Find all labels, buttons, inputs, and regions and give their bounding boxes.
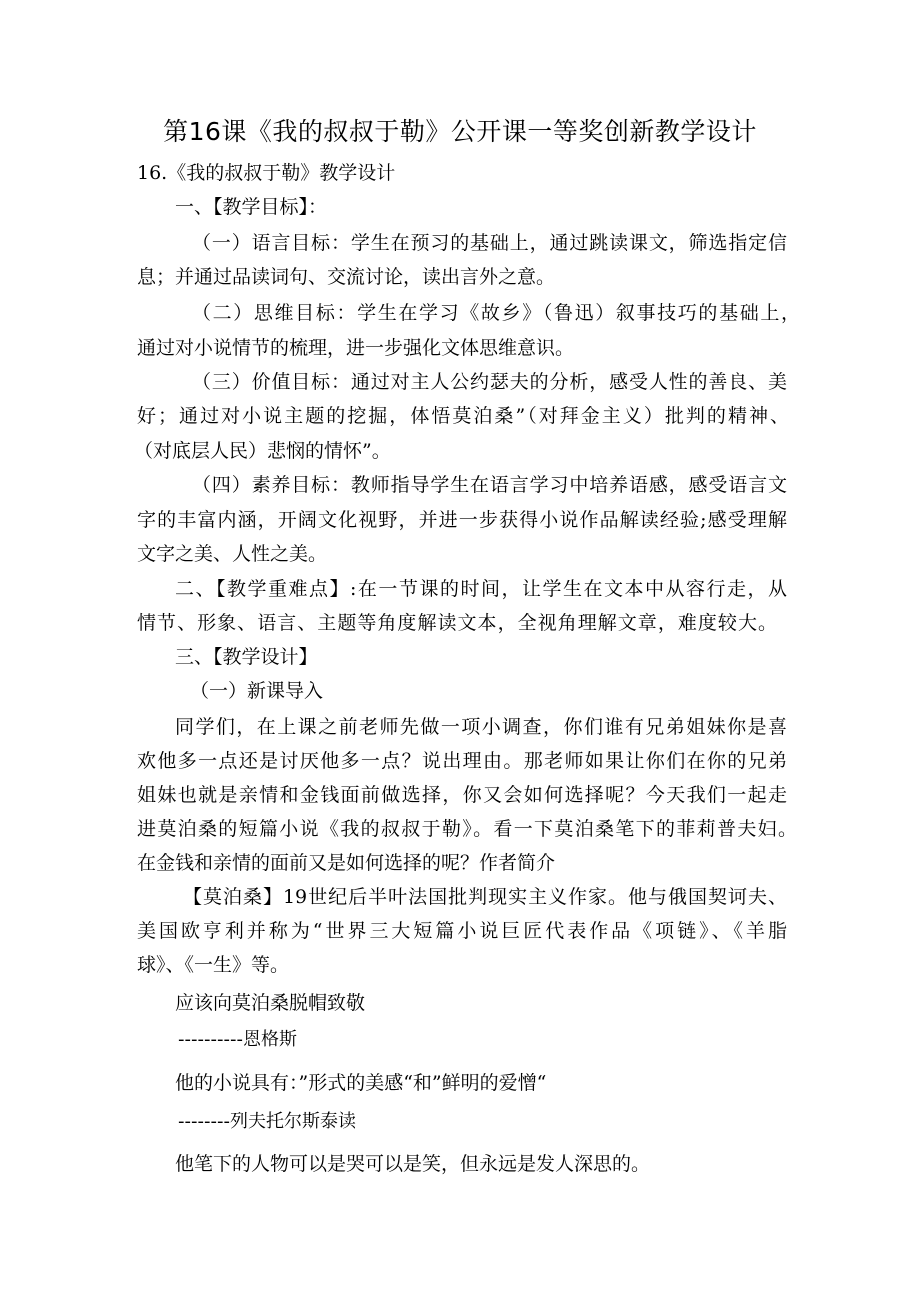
section-heading-objectives: 一、【教学目标】： (175, 196, 328, 218)
paragraph-line: 球》、《一生》等。 (137, 954, 290, 976)
section-heading-design: 三、【教学设计】 (175, 646, 318, 668)
paragraph-line: 欢他多一点还是讨厌他多一点？说出理由。那老师如果让你们在你的兄弟 (137, 750, 787, 772)
paragraph-line: 通过对小说情节的梳理，进一步强化文体思维意识。 (137, 337, 575, 359)
document-title: 第16课《我的叔叔于勒》公开课一等奖创新教学设计 (163, 117, 757, 146)
paragraph-line: 好；通过对小说主题的挖掘，体悟莫泊桑”（对拜金主义）批判的精神、 (137, 405, 789, 427)
paragraph-line: （四）素养目标：教师指导学生在语言学习中培养语感，感受语言文 (192, 474, 787, 496)
quote-attribution: ----------恩格斯 (178, 1029, 297, 1050)
subsection-heading: （一）新课导入 (190, 680, 324, 702)
paragraph-line: 息；并通过品读词句、交流讨论，读出言外之意。 (137, 266, 556, 288)
quote-attribution: --------列夫托尔斯泰读 (178, 1111, 356, 1132)
quote-line: 他的小说具有：”形式的美感“和”鲜明的爱憎“ (175, 1072, 547, 1094)
lesson-heading: 16.《我的叔叔于勒》教学设计 (137, 162, 396, 184)
paragraph-line: 二、【教学重难点】:在一节课的时间，让学生在文本中从容行走，从 (175, 578, 787, 600)
paragraph-line: 【莫泊桑】19世纪后半叶法国批判现实主义作家。他与俄国契诃夫、 (183, 886, 787, 908)
paragraph-line: 同学们，在上课之前老师先做一项小调查，你们谁有兄弟姐妹你是喜 (175, 716, 787, 738)
quote-line: 他笔下的人物可以是哭可以是笑，但永远是发人深思的。 (175, 1153, 651, 1175)
paragraph-line: 字的丰富内涵，开阔文化视野，并进一步获得小说作品解读经验;感受理解 (137, 509, 787, 531)
paragraph-line: （二）思维目标：学生在学习《故乡》（鲁迅）叙事技巧的基础上， (192, 302, 800, 324)
paragraph-line: （三）价值目标：通过对主人公约瑟夫的分析，感受人性的善良、美 (192, 371, 787, 393)
paragraph-line: （对底层人民）悲悯的情怀”。 (134, 440, 391, 462)
paragraph-line: 美国欧亨利并称为“世界三大短篇小说巨匠代表作品《项链》、《羊脂 (137, 920, 787, 942)
paragraph-line: 情节、形象、语言、主题等角度解读文本，全视角理解文章，难度较大。 (137, 612, 777, 634)
paragraph-line: 文字之美、人性之美。 (137, 543, 328, 565)
paragraph-line: 进莫泊桑的短篇小说《我的叔叔于勒》。看一下莫泊桑笔下的菲莉普夫妇。 (137, 818, 797, 840)
paragraph-line: 姐妹也就是亲情和金钱面前做选择，你又会如何选择呢？今天我们一起走 (137, 784, 787, 806)
quote-line: 应该向莫泊桑脱帽致敬 (175, 992, 366, 1014)
paragraph-line: 在金钱和亲情的面前又是如何选择的呢？作者简介 (137, 852, 556, 874)
paragraph-line: （一）语言目标：学生在预习的基础上，通过跳读课文，筛选指定信 (192, 232, 787, 254)
